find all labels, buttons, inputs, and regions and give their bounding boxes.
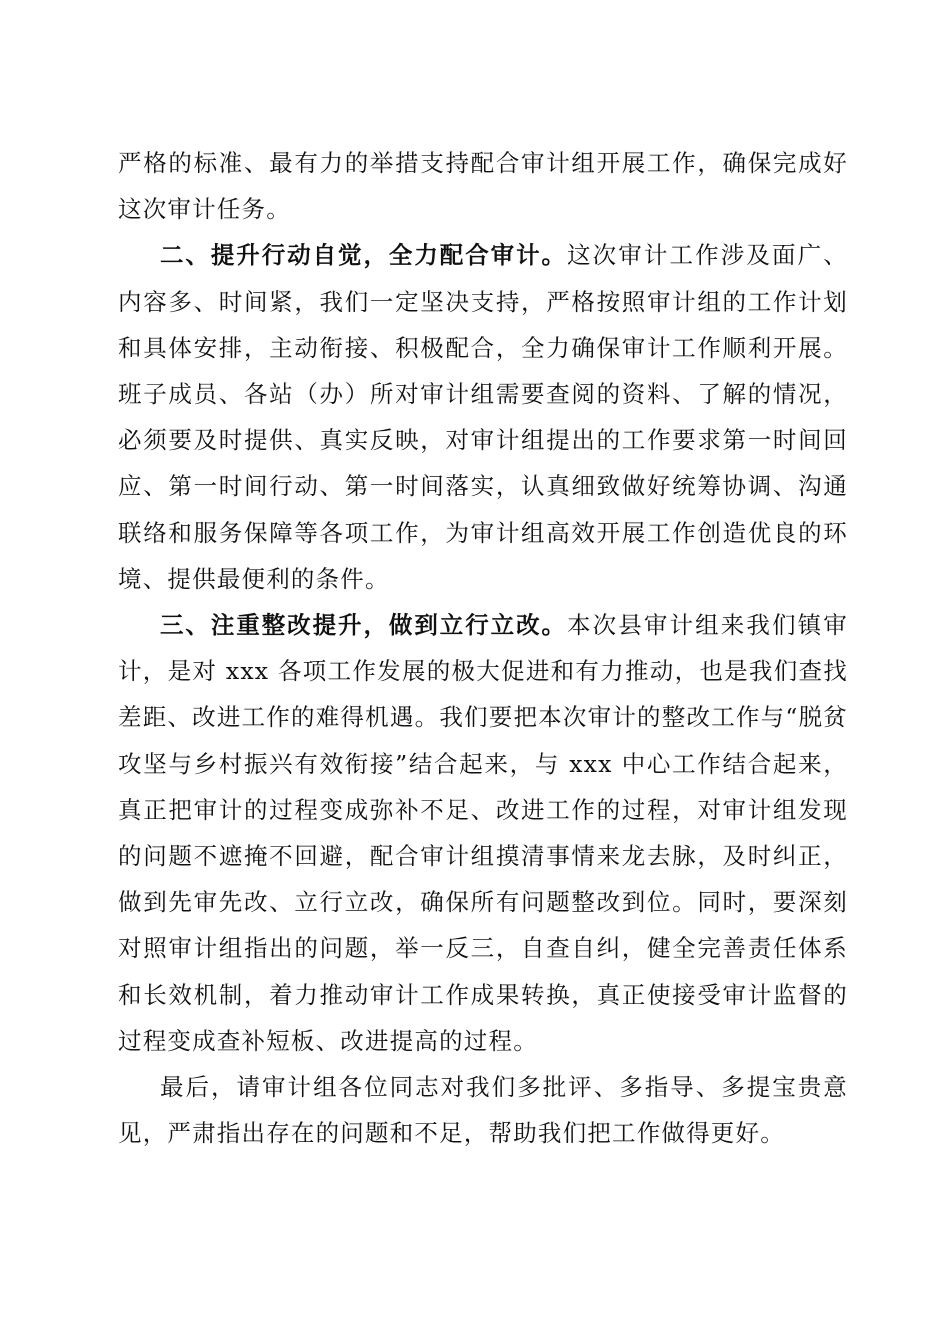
section-two-heading: 二、提升行动自觉，全力配合审计。 bbox=[160, 241, 567, 270]
paragraph-text: 严格的标准、最有力的举措支持配合审计组开展工作，确保完成好这次审计任务。 bbox=[118, 149, 848, 224]
paragraph-closing bbox=[118, 1064, 848, 1156]
closing-text: 最后，请审计组各位同志对我们多批评、多指导、多提宝贵意见，严肃指出存在的问题和不足，帮助我们把工作做得更好。 bbox=[118, 1073, 848, 1148]
section-three-text: 本次县审计组来我们镇审计，是对 xxx 各项工作发展的极大促进和有力推动，也是我们查找差距、改进工作的难得机遇。我们要把本次审计的整改工作与“脱贫攻坚与乡村振兴有效衔接”结合起来，与 xxx 中心工作结合起来，真正把审计的过程变成弥补不足、改进工作的过程，对审计组发现的问题不遮掩不回避，配合审计组摸清事情来龙去脉，及时纠正，做到先审先改、立行立改，确保所有问题整改到位。同时，要深刻对照审计组指出的问题，举一反三，自查自纠，健全完善责任体系和长效机制，着力推动审计工作成果转换，真正使接受审计监督的过程变成查补短板、改进提高的过程。 bbox=[118, 611, 848, 1055]
section-three-heading: 三、注重整改提升，做到立行立改。 bbox=[160, 611, 567, 640]
paragraph-section-two bbox=[118, 232, 848, 602]
document-body bbox=[118, 140, 848, 1156]
paragraph-continuation bbox=[118, 140, 848, 232]
paragraph-section-three bbox=[118, 602, 848, 1064]
section-two-text: 这次审计工作涉及面广、内容多、时间紧，我们一定坚决支持，严格按照审计组的工作计划和具体安排，主动衔接、积极配合，全力确保审计工作顺利开展。班子成员、各站（办）所对审计组需要查阅的资料、了解的情况，必须要及时提供、真实反映，对审计组提出的工作要求第一时间回应、第一时间行动、第一时间落实，认真细致做好统筹协调、沟通联络和服务保障等各项工作，为审计组高效开展工作创造优良的环境、提供最便利的条件。 bbox=[118, 241, 848, 593]
